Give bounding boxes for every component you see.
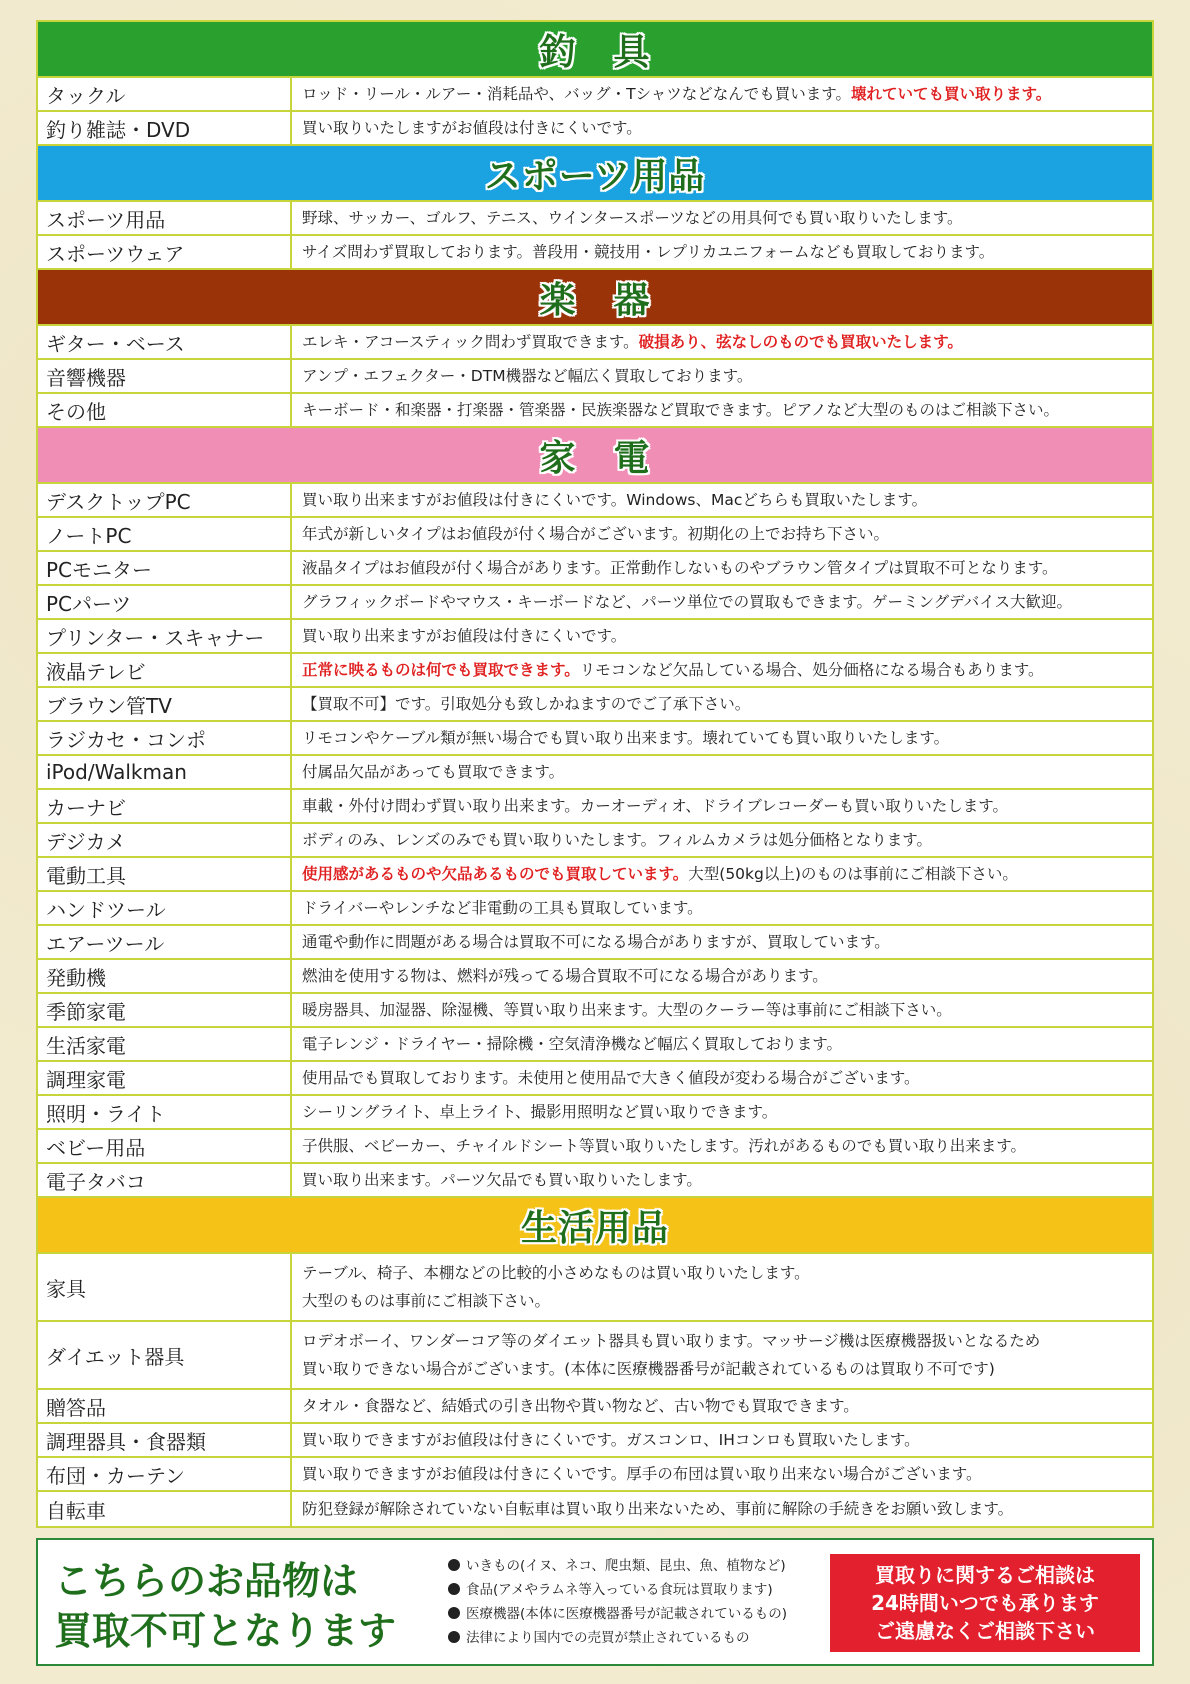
description-text: 付属品欠品があっても買取できます。 <box>302 763 565 781</box>
description-text: サイズ問わず買取しております。普段用・競技用・レプリカユニフォームなども買取しております。 <box>302 243 995 261</box>
description-line: ロデオボーイ、ワンダーコア等のダイエット器具も買い取ります。マッサージ機は医療機器扱いとなるため <box>302 1332 1041 1350</box>
contact-line-3: ご遠慮なくご相談下さい <box>875 1619 1095 1643</box>
item-description <box>292 824 1152 856</box>
bullet-icon <box>448 1607 460 1619</box>
description-text: 野球、サッカー、ゴルフ、テニス、ウインタースポーツなどの用具何でも買い取りいたします。 <box>302 209 963 227</box>
description-text: 子供服、ベビーカー、チャイルドシート等買い取りいたします。汚れがあるものでも買い取り出来ます。 <box>302 1137 1027 1155</box>
category-title: スポーツ用品 <box>484 155 706 197</box>
contact-line-1: 買取りに関するご相談は <box>875 1563 1095 1587</box>
item-name: 家具 <box>38 1254 292 1320</box>
item-name: 電動工具 <box>38 858 292 890</box>
highlight-text: 使用感があるものや欠品あるものでも買取しています。 <box>302 865 689 883</box>
bullet-icon <box>448 1631 460 1643</box>
item-description <box>292 994 1152 1026</box>
item-name: 音響機器 <box>38 360 292 392</box>
item-description <box>292 1424 1152 1456</box>
highlight-text: 正常に映るものは何でも買取できます。 <box>302 661 580 679</box>
description-text: リモコンやケーブル類が無い場合でも買い取り出来ます。壊れていても買い取りいたします。 <box>302 729 950 747</box>
item-description <box>292 1028 1152 1060</box>
item-description <box>292 1322 1152 1388</box>
item-name: 発動機 <box>38 960 292 992</box>
highlight-text: 壊れていても買い取ります。 <box>851 85 1052 103</box>
description-text: キーボード・和楽器・打楽器・管楽器・民族楽器など買取できます。ピアノなど大型のものはご相談下さい。 <box>302 401 1060 419</box>
description-text: ボディのみ、レンズのみでも買い取りいたします。フィルムカメラは処分価格となります。 <box>302 831 933 849</box>
list-item: 医療機器(本体に医療機器番号が記載されているもの) <box>448 1602 787 1626</box>
item-description <box>292 926 1152 958</box>
non-purchasable-headline <box>54 1556 396 1656</box>
item-description <box>292 236 1152 268</box>
description-line: 大型のものは事前にご相談下さい。 <box>302 1292 551 1310</box>
non-purchasable-panel <box>36 1538 1154 1666</box>
description-text: シーリングライト、卓上ライト、撮影用照明など買い取りできます。 <box>302 1103 778 1121</box>
table-row <box>38 960 1152 994</box>
item-description <box>292 858 1152 890</box>
description-text: エレキ・アコースティック問わず買取できます。 <box>302 333 639 351</box>
item-description <box>292 202 1152 234</box>
table-row <box>38 1390 1152 1424</box>
table-row <box>38 112 1152 146</box>
table-row <box>38 722 1152 756</box>
category-header <box>38 146 1152 202</box>
contact-line-2: 24時間いつでも承ります <box>871 1591 1099 1615</box>
item-name: 電子タバコ <box>38 1164 292 1196</box>
table-row <box>38 484 1152 518</box>
description-text: 大型(50kg以上)のものは事前にご相談下さい。 <box>688 865 1018 883</box>
bullet-icon <box>448 1559 460 1571</box>
table-row <box>38 518 1152 552</box>
description-text: 買い取り出来ます。パーツ欠品でも買い取りいたします。 <box>302 1171 702 1189</box>
category-title: 釣 具 <box>539 31 651 73</box>
description-text: 買い取りできますがお値段は付きにくいです。厚手の布団は買い取り出来ない場合がございます。 <box>302 1465 982 1483</box>
table-row <box>38 654 1152 688</box>
table-row <box>38 1062 1152 1096</box>
table-row <box>38 202 1152 236</box>
item-description <box>292 484 1152 516</box>
buyback-table <box>36 20 1154 1528</box>
description-line: 買い取りできない場合がございます。(本体に医療機器番号が記載されているものは買取り不可です) <box>302 1360 995 1378</box>
item-name: 照明・ライト <box>38 1096 292 1128</box>
item-name: ノートPC <box>38 518 292 550</box>
category-header <box>38 22 1152 78</box>
table-row <box>38 326 1152 360</box>
item-description <box>292 1062 1152 1094</box>
table-row <box>38 586 1152 620</box>
item-name: 釣り雑誌・DVD <box>38 112 292 144</box>
category-title: 家 電 <box>539 437 651 479</box>
item-description <box>292 620 1152 652</box>
description-text: タオル・食器など、結婚式の引き出物や貰い物など、古い物でも買取できます。 <box>302 1397 859 1415</box>
table-row <box>38 552 1152 586</box>
list-item: いきもの(イヌ、ネコ、爬虫類、昆虫、魚、植物など) <box>448 1554 787 1578</box>
headline-line-1: こちらのお品物は <box>54 1559 359 1603</box>
item-name: ブラウン管TV <box>38 688 292 720</box>
description-text: 電子レンジ・ドライヤー・掃除機・空気清浄機など幅広く買取しております。 <box>302 1035 843 1053</box>
item-description <box>292 756 1152 788</box>
table-row <box>38 394 1152 428</box>
item-name: ダイエット器具 <box>38 1322 292 1388</box>
item-name: 自転車 <box>38 1492 292 1526</box>
item-name: PCパーツ <box>38 586 292 618</box>
item-description <box>292 518 1152 550</box>
non-purchasable-list <box>448 1554 787 1650</box>
description-text: 暖房器具、加湿器、除湿機、等買い取り出来ます。大型のクーラー等は事前にご相談下さい。 <box>302 1001 952 1019</box>
table-row <box>38 1458 1152 1492</box>
table-row <box>38 78 1152 112</box>
item-description <box>292 688 1152 720</box>
description-text: 燃油を使用する物は、燃料が残ってる場合買取不可になる場合があります。 <box>302 967 828 985</box>
table-row <box>38 1028 1152 1062</box>
item-name: デジカメ <box>38 824 292 856</box>
item-description <box>292 892 1152 924</box>
item-description <box>292 1096 1152 1128</box>
item-description <box>292 360 1152 392</box>
table-row <box>38 926 1152 960</box>
item-name: 季節家電 <box>38 994 292 1026</box>
table-row <box>38 236 1152 270</box>
description-text: 車載・外付け問わず買い取り出来ます。カーオーディオ、ドライブレコーダーも買い取りいたします。 <box>302 797 1009 815</box>
item-name: その他 <box>38 394 292 426</box>
description-text: ドライバーやレンチなど非電動の工具も買取しています。 <box>302 899 703 917</box>
item-name: デスクトップPC <box>38 484 292 516</box>
item-description <box>292 326 1152 358</box>
description-text: 通電や動作に問題がある場合は買取不可になる場合がありますが、買取しています。 <box>302 933 890 951</box>
table-row <box>38 1424 1152 1458</box>
headline-line-2: 買取不可となります <box>54 1609 397 1653</box>
item-name: ハンドツール <box>38 892 292 924</box>
description-text: 防犯登録が解除されていない自転車は買い取り出来ないため、事前に解除の手続きをお願い致します。 <box>302 1500 1014 1518</box>
table-row <box>38 1492 1152 1526</box>
table-row <box>38 620 1152 654</box>
description-text: 買い取り出来ますがお値段は付きにくいです。 <box>302 627 627 645</box>
item-name: 調理器具・食器類 <box>38 1424 292 1456</box>
table-row <box>38 994 1152 1028</box>
item-name: スポーツウェア <box>38 236 292 268</box>
item-name: スポーツ用品 <box>38 202 292 234</box>
table-row <box>38 360 1152 394</box>
category-header <box>38 1198 1152 1254</box>
item-description <box>292 394 1152 426</box>
item-name: エアーツール <box>38 926 292 958</box>
item-name: PCモニター <box>38 552 292 584</box>
description-text: グラフィックボードやマウス・キーボードなど、パーツ単位での買取もできます。ゲーミングデバイス大歓迎。 <box>302 593 1073 611</box>
table-row <box>38 858 1152 892</box>
list-item: 食品(アメやラムネ等入っている食玩は買取ります) <box>448 1578 787 1602</box>
item-description <box>292 112 1152 144</box>
item-name: ベビー用品 <box>38 1130 292 1162</box>
item-description <box>292 722 1152 754</box>
item-description <box>292 1254 1152 1320</box>
item-description <box>292 1390 1152 1422</box>
item-description <box>292 586 1152 618</box>
description-text: 買い取り出来ますがお値段は付きにくいです。Windows、Macどちらも買取いたします。 <box>302 491 928 509</box>
category-header <box>38 270 1152 326</box>
table-row <box>38 756 1152 790</box>
table-row <box>38 1096 1152 1130</box>
table-row <box>38 1322 1152 1390</box>
table-row <box>38 1254 1152 1322</box>
item-name: ラジカセ・コンポ <box>38 722 292 754</box>
table-row <box>38 688 1152 722</box>
category-title: 生活用品 <box>520 1207 669 1249</box>
item-name: ギター・ベース <box>38 326 292 358</box>
item-name: 贈答品 <box>38 1390 292 1422</box>
description-text: ロッド・リール・ルアー・消耗品や、バッグ・Tシャツなどなんでも買います。 <box>302 85 852 103</box>
item-description <box>292 654 1152 686</box>
contact-banner <box>830 1554 1140 1652</box>
item-name: 生活家電 <box>38 1028 292 1060</box>
list-item: 法律により国内での売買が禁止されているもの <box>448 1626 787 1650</box>
description-text: アンプ・エフェクター・DTM機器など幅広く買取しております。 <box>302 367 753 385</box>
description-line: テーブル、椅子、本棚などの比較的小さめなものは買い取りいたします。 <box>302 1264 810 1282</box>
item-name: カーナビ <box>38 790 292 822</box>
item-name: 液晶テレビ <box>38 654 292 686</box>
item-description <box>292 552 1152 584</box>
description-text: リモコンなど欠品している場合、処分価格になる場合もあります。 <box>579 661 1044 679</box>
description-text: 買い取りできますがお値段は付きにくいです。ガスコンロ、IHコンロも買取いたします。 <box>302 1431 920 1449</box>
item-description <box>292 1130 1152 1162</box>
item-name: プリンター・スキャナー <box>38 620 292 652</box>
highlight-text: 破損あり、弦なしのものでも買取いたします。 <box>638 333 963 351</box>
description-text: 使用品でも買取しております。未使用と使用品で大きく値段が変わる場合がございます。 <box>302 1069 920 1087</box>
table-row <box>38 1164 1152 1198</box>
item-name: iPod/Walkman <box>38 756 292 788</box>
bullet-icon <box>448 1583 460 1595</box>
item-name: 調理家電 <box>38 1062 292 1094</box>
item-description <box>292 1164 1152 1196</box>
category-header <box>38 428 1152 484</box>
item-name: 布団・カーテン <box>38 1458 292 1490</box>
description-text: 【買取不可】です。引取処分も致しかねますのでご了承下さい。 <box>302 695 751 713</box>
item-name: タックル <box>38 78 292 110</box>
table-row <box>38 790 1152 824</box>
description-text: 買い取りいたしますがお値段は付きにくいです。 <box>302 119 642 137</box>
table-row <box>38 892 1152 926</box>
description-text: 年式が新しいタイプはお値段が付く場合がございます。初期化の上でお持ち下さい。 <box>302 525 889 543</box>
item-description <box>292 78 1152 110</box>
description-text: 液晶タイプはお値段が付く場合があります。正常動作しないものやブラウン管タイプは買取不可となります。 <box>302 559 1058 577</box>
item-description <box>292 960 1152 992</box>
category-title: 楽 器 <box>539 279 651 321</box>
item-description <box>292 1458 1152 1490</box>
table-row <box>38 824 1152 858</box>
item-description <box>292 1492 1152 1526</box>
table-row <box>38 1130 1152 1164</box>
item-description <box>292 790 1152 822</box>
